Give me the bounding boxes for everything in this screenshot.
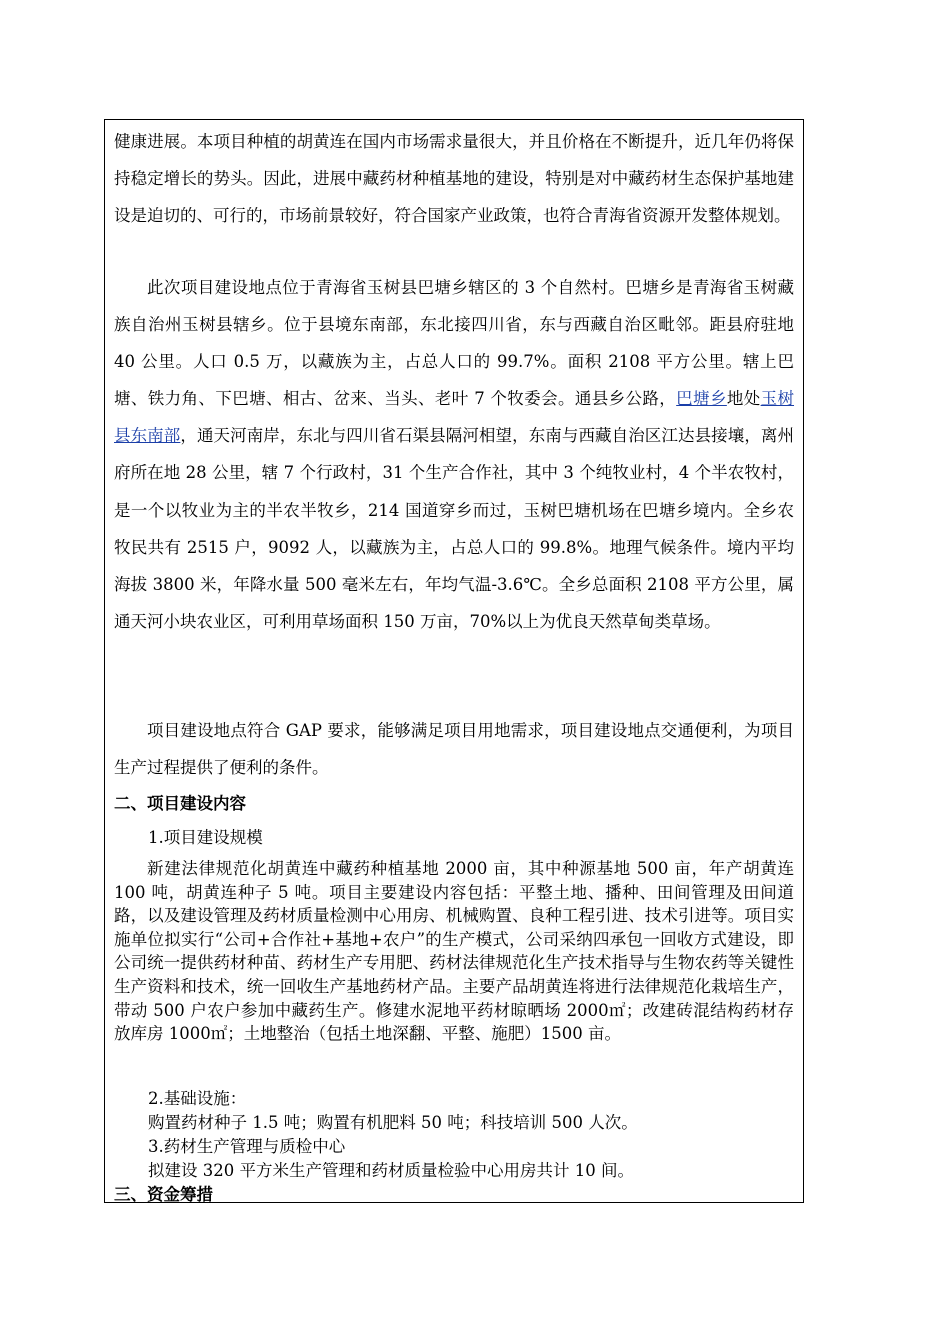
- subheading-construction-scale: 1.项目建设规模: [148, 828, 263, 847]
- link-yushu-southeast[interactable]: 玉树县东南部: [114, 389, 795, 446]
- paragraph-market-outlook: [114, 123, 794, 234]
- section-heading-funding: 三、资金筹措: [114, 1185, 213, 1204]
- paragraph-construction-scale: [114, 857, 794, 1046]
- link-batang-township[interactable]: 巴塘乡: [676, 389, 727, 409]
- paragraph-site-location: [114, 269, 794, 640]
- paragraph-text: 新建法律规范化胡黄连中藏药种植基地 2000 亩，其中种源基地 500 亩，年产胡黄连 100 吨，胡黄连种子 5 吨。项目主要建设内容包括：平整土地、播种、田间管理及田间道路，以及建设管理及药材质量检测中心用房、机械购置、良种工程引进、技术引进等。项目实施单位拟实行“公司+合作社+基地+农户”的生产模式，公司采纳四承包一回收方式建设，即公司统一提供药材种苗、药材生产专用肥、药材法律规范化生产技术指导与生物农药等关键性生产资料和技术，统一回收生产基地药材产品。主要产品胡黄连将进行法律规范化栽培生产，带动 500 户农户参加中藏药生产。修建水泥地平药材晾晒场 2000㎡；改建砖混结构药材存放库房 1000㎡；土地整治（包括土地深翻、平整、施肥）1500 亩。: [114, 859, 794, 1044]
- text-segment: 地处: [726, 389, 761, 409]
- text-infrastructure: 购置药材种子 1.5 吨；购置有机肥料 50 吨；科技培训 500 人次。: [148, 1113, 638, 1132]
- text-segment: 此次项目建设地点位于青海省玉树县巴塘乡辖区的 3 个自然村。巴塘乡是青海省玉树藏族自治州玉树县辖乡。位于县境东南部，东北接四川省，东与西藏自治区毗邻。距县府驻地 40 公里。人口 0.5 万，以藏族为主，占总人口的 99.7%。面积 2108 平方公里。辖上巴塘、铁力角、下巴塘、相古、岔来、当头、老叶 7 个牧委会。通县乡公路，: [114, 278, 794, 409]
- paragraph-text: [114, 269, 794, 640]
- text-segment: ，通天河南岸，东北与四川省石渠县隔河相望，东南与西藏自治区江达县接壤，离州府所在地 28 公里，辖 7 个行政村，31 个生产合作社，其中 3 个纯牧业村，4 个半农牧村，是一个以牧业为主的半农半牧乡，214 国道穿乡而过，玉树巴塘机场在巴塘乡境内。全乡农牧民共有 2515 户，9092 人，以藏族为主，占总人口的 99.8%。地理气候条件。境内平均海拔 3800 米，年降水量 500 毫米左右，年均气温-3.6℃。全乡总面积 2108 平方公里，属通天河小块农业区，可利用草场面积 150 万亩，70%以上为优良天然草甸类草场。: [114, 426, 795, 631]
- paragraph-site-suitability: [114, 712, 794, 786]
- paragraph-text: 健康进展。本项目种植的胡黄连在国内市场需求量很大，并且价格在不断提升，近几年仍将保持稳定增长的势头。因此，进展中藏药材种植基地的建设，特别是对中藏药材生态保护基地建设是迫切的、可行的，市场前景较好，符合国家产业政策，也符合青海省资源开发整体规划。: [114, 132, 794, 226]
- section-heading-construction-content: 二、项目建设内容: [114, 794, 246, 813]
- subheading-infrastructure: 2.基础设施：: [148, 1089, 247, 1108]
- subheading-quality-center: 3.药材生产管理与质检中心: [148, 1137, 346, 1156]
- paragraph-text: 项目建设地点符合 GAP 要求，能够满足项目用地需求，项目建设地点交通便利，为项目生产过程提供了便利的条件。: [114, 721, 794, 778]
- text-quality-center: 拟建设 320 平方米生产管理和药材质量检验中心用房共计 10 间。: [148, 1161, 634, 1180]
